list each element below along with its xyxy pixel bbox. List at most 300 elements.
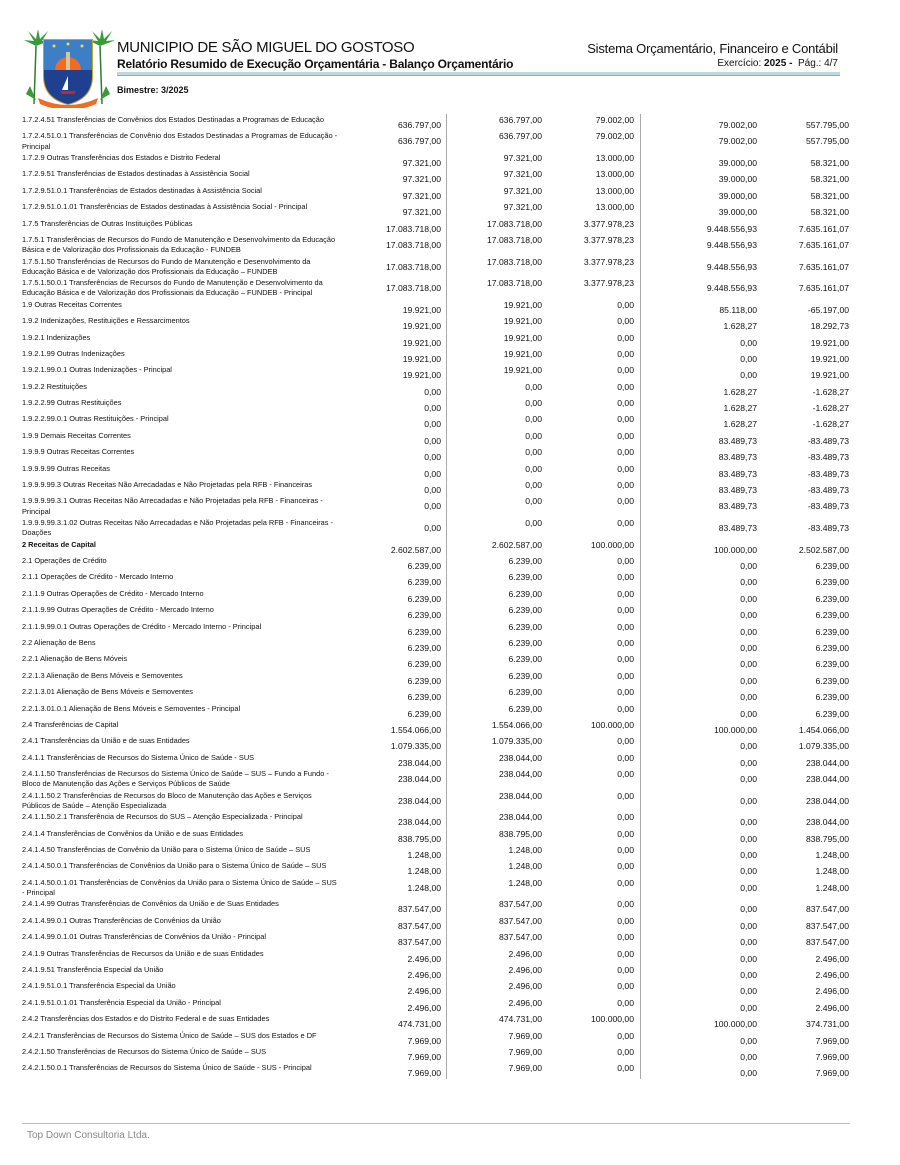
table-row: [0, 479, 900, 495]
cell-realized-to-date: 0,00: [740, 708, 757, 719]
cell-forecast-initial: 6.239,00: [340, 637, 447, 653]
cell-balance: 7.635.161,07: [798, 283, 849, 294]
cell-realized-to-date: 0,00: [740, 659, 757, 670]
cell-realized-bimester: 0,00: [542, 364, 641, 380]
row-description: 2.2.1.3.01 Alienação de Bens Móveis e Semoventes: [22, 687, 193, 697]
cell-forecast-updated: 17.083.718,00: [487, 234, 542, 245]
cell-realized-bimester: 79.002,00: [542, 130, 641, 152]
cell-forecast-initial: 6.239,00: [340, 555, 447, 571]
cell-forecast-updated: 6.239,00: [508, 687, 542, 698]
table-row: [0, 256, 900, 278]
table-row: [0, 332, 900, 348]
table-row: [0, 768, 900, 790]
cell-realized-bimester: 79.002,00: [542, 114, 641, 130]
cell-realized-bimester: 0,00: [542, 686, 641, 702]
table-row: [0, 604, 900, 620]
table-row: [0, 637, 900, 653]
cell-forecast-updated: 0,00: [525, 463, 542, 474]
table-row: [0, 948, 900, 964]
cell-balance: 238.044,00: [805, 795, 849, 806]
table-row: [0, 364, 900, 380]
table-row: [0, 517, 900, 539]
cell-balance: 557.795,00: [805, 120, 849, 130]
cell-balance: 2.502.587,00: [798, 544, 849, 555]
cell-realized-to-date: 100.000,00: [713, 724, 757, 735]
table-row: [0, 653, 900, 669]
cell-realized-bimester: 13.000,00: [542, 152, 641, 168]
cell-forecast-updated: 97.321,00: [503, 202, 542, 213]
cell-balance: 6.239,00: [815, 577, 849, 588]
cell-forecast-initial: 0,00: [340, 495, 447, 517]
cell-forecast-initial: 7.969,00: [340, 1062, 447, 1078]
cell-forecast-initial: 238.044,00: [340, 752, 447, 768]
row-description: 1.9.2.2 Restituições: [22, 381, 87, 391]
cell-balance: 7.635.161,07: [798, 239, 849, 250]
table-row: [0, 218, 900, 234]
cell-realized-to-date: 83.489,73: [718, 501, 757, 512]
cell-forecast-initial: 6.239,00: [340, 621, 447, 637]
cell-realized-to-date: 0,00: [740, 833, 757, 844]
cell-realized-bimester: 3.377.978,23: [542, 277, 641, 299]
row-description: 1.7.2.4.51 Transferências de Convênios dos Estados Destinadas a Programas de Educação: [22, 115, 324, 124]
cell-realized-to-date: 9.448.556,93: [706, 223, 757, 234]
cell-realized-bimester: 13.000,00: [542, 185, 641, 201]
cell-forecast-initial: 17.083.718,00: [340, 234, 447, 256]
cell-forecast-initial: 6.239,00: [340, 653, 447, 669]
row-description: 1.7.5 Transferências de Outras Instituições Públicas: [22, 218, 193, 228]
cell-realized-to-date: 39.000,00: [718, 157, 757, 168]
row-description: 2.4.1.4.99 Outras Transferências de Convênios da União e de Suas Entidades: [22, 899, 279, 909]
cell-balance: 6.239,00: [815, 560, 849, 571]
table-row: [0, 915, 900, 931]
row-description: 2.4.1.4.99.0.1.01 Outras Transferências de Convênios da União - Principal: [22, 932, 267, 942]
cell-realized-bimester: 0,00: [542, 790, 641, 812]
cell-balance: 58.321,00: [810, 157, 849, 168]
cell-forecast-updated: 238.044,00: [498, 812, 542, 823]
cell-realized-bimester: 100.000,00: [542, 719, 641, 735]
cell-forecast-initial: 17.083.718,00: [340, 218, 447, 234]
cell-forecast-initial: 0,00: [340, 479, 447, 495]
cell-forecast-updated: 19.921,00: [503, 316, 542, 327]
cell-balance: -1.628,27: [812, 386, 849, 397]
cell-forecast-initial: 837.547,00: [340, 931, 447, 947]
cell-realized-bimester: 0,00: [542, 517, 641, 539]
row-description: 1.9.9 Demais Receitas Correntes: [22, 430, 131, 440]
cell-balance: 838.795,00: [805, 833, 849, 844]
cell-forecast-initial: 7.969,00: [340, 1046, 447, 1062]
cell-realized-bimester: 0,00: [542, 877, 641, 899]
cell-forecast-updated: 474.731,00: [498, 1014, 542, 1025]
row-description: 1.9.2.1.99.0.1 Outras Indenizações - Principal: [22, 365, 172, 375]
table-row: [0, 898, 900, 914]
cell-realized-to-date: 0,00: [740, 1035, 757, 1046]
cell-realized-to-date: 0,00: [740, 817, 757, 828]
cell-realized-to-date: 100.000,00: [713, 1019, 757, 1030]
row-description: 2.4.1.4.99.0.1 Outras Transferências de Convênios da União: [22, 915, 221, 925]
cell-realized-bimester: 0,00: [542, 397, 641, 413]
cell-forecast-initial: 238.044,00: [340, 811, 447, 827]
cell-balance: 1.248,00: [815, 850, 849, 861]
cell-balance: -1.628,27: [812, 419, 849, 430]
cell-forecast-updated: 6.239,00: [508, 637, 542, 648]
row-description: 1.9.9.9 Outras Receitas Correntes: [22, 447, 135, 457]
cell-forecast-initial: 238.044,00: [340, 790, 447, 812]
cell-realized-bimester: 0,00: [542, 299, 641, 315]
row-description: 1.7.2.9.51.0.1.01 Transferências de Estados destinadas à Assistência Social - Principal: [22, 202, 308, 212]
cell-balance: 374.731,00: [805, 1019, 849, 1030]
exercise-year: 2025 -: [764, 58, 793, 69]
cell-balance: 58.321,00: [810, 174, 849, 185]
cell-realized-bimester: 0,00: [542, 555, 641, 571]
cell-realized-to-date: 0,00: [740, 741, 757, 752]
cell-realized-bimester: 0,00: [542, 479, 641, 495]
cell-realized-bimester: 0,00: [542, 621, 641, 637]
cell-balance: 1.079.335,00: [798, 741, 849, 752]
header-divider: [117, 72, 840, 76]
cell-realized-bimester: 0,00: [542, 446, 641, 462]
row-description: 1.7.2.9.51 Transferências de Estados destinadas à Assistência Social: [22, 169, 250, 179]
table-row: [0, 1030, 900, 1046]
cell-realized-bimester: 0,00: [542, 898, 641, 914]
row-description: 1.9.2.2.99.0.1 Outras Restituições - Principal: [22, 414, 169, 424]
table-row: [0, 495, 900, 517]
cell-forecast-initial: 837.547,00: [340, 915, 447, 931]
cell-realized-bimester: 0,00: [542, 735, 641, 751]
table-row: [0, 931, 900, 947]
row-description: 2.2.1 Alienação de Bens Móveis: [22, 654, 128, 664]
cell-balance: 58.321,00: [810, 207, 849, 218]
system-name: Sistema Orçamentário, Financeiro e Contábil: [587, 41, 838, 56]
cell-forecast-updated: 238.044,00: [498, 769, 542, 780]
cell-forecast-initial: 97.321,00: [340, 168, 447, 184]
row-description: 2.4.1.1.50 Transferências de Recursos do Sistema Único de Saúde – SUS – Fundo a Fundo - Bloco de Manutenção das Ações e Serviços Públicos de Saúde: [22, 769, 329, 789]
cell-realized-bimester: 0,00: [542, 348, 641, 364]
cell-forecast-updated: 6.239,00: [508, 670, 542, 681]
cell-balance: 7.969,00: [815, 1035, 849, 1046]
cell-forecast-initial: 19.921,00: [340, 332, 447, 348]
cell-realized-to-date: 0,00: [740, 904, 757, 915]
cell-forecast-updated: 0,00: [525, 398, 542, 409]
cell-forecast-updated: 1.248,00: [508, 861, 542, 872]
cell-realized-bimester: 0,00: [542, 653, 641, 669]
cell-forecast-initial: 2.496,00: [340, 980, 447, 996]
report-title: Relatório Resumido de Execução Orçamentária - Balanço Orçamentário: [117, 57, 514, 71]
cell-forecast-initial: 636.797,00: [340, 130, 447, 152]
cell-balance: -83.489,73: [807, 485, 849, 496]
row-description: 1.7.2.9 Outras Transferências dos Estados e Distrito Federal: [22, 152, 221, 162]
cell-forecast-initial: 0,00: [340, 446, 447, 462]
cell-forecast-initial: 238.044,00: [340, 768, 447, 790]
cell-forecast-updated: 837.547,00: [498, 899, 542, 910]
cell-realized-to-date: 0,00: [740, 560, 757, 571]
row-description: 1.9.9.9.99 Outras Receitas: [22, 463, 110, 473]
cell-balance: 2.496,00: [815, 1002, 849, 1013]
cell-forecast-updated: 6.239,00: [508, 621, 542, 632]
cell-forecast-updated: 1.079.335,00: [491, 736, 542, 747]
cell-balance: 58.321,00: [810, 190, 849, 201]
cell-realized-bimester: 0,00: [542, 637, 641, 653]
cell-realized-to-date: 39.000,00: [718, 207, 757, 218]
cell-balance: 6.239,00: [815, 626, 849, 637]
table-row: [0, 114, 900, 130]
municipality-name: MUNICIPIO DE SÃO MIGUEL DO GOSTOSO: [117, 39, 415, 56]
cell-realized-bimester: 0,00: [542, 997, 641, 1013]
table-row: [0, 446, 900, 462]
cell-forecast-initial: 1.248,00: [340, 877, 447, 899]
cell-balance: -83.489,73: [807, 468, 849, 479]
row-description: 2.2.1.3 Alienação de Bens Móveis e Semoventes: [22, 670, 183, 680]
cell-forecast-updated: 7.969,00: [508, 1063, 542, 1074]
cell-forecast-initial: 2.496,00: [340, 997, 447, 1013]
cell-realized-to-date: 100.000,00: [713, 544, 757, 555]
table-row: [0, 413, 900, 429]
cell-realized-bimester: 0,00: [542, 463, 641, 479]
table-row: [0, 860, 900, 876]
cell-realized-bimester: 13.000,00: [542, 201, 641, 217]
cell-realized-bimester: 3.377.978,23: [542, 234, 641, 256]
cell-forecast-initial: 7.969,00: [340, 1030, 447, 1046]
cell-realized-to-date: 0,00: [740, 882, 757, 893]
cell-forecast-updated: 19.921,00: [503, 365, 542, 376]
cell-realized-to-date: 0,00: [740, 577, 757, 588]
cell-forecast-initial: 0,00: [340, 413, 447, 429]
table-row: [0, 555, 900, 571]
row-description: 1.7.5.1.50.0.1 Transferências de Recursos do Fundo de Manutenção e Desenvolvimento da Educação Básica e de Valorização dos Profissionais da Educação – FUNDEB - Principal: [22, 278, 323, 298]
cell-realized-to-date: 0,00: [740, 337, 757, 348]
row-description: 1.9.9.9.99.3.1 Outras Receitas Não Arrecadadas e Não Projetadas pela RFB - Financeiras - Principal: [22, 496, 323, 516]
table-row: [0, 790, 900, 812]
cell-forecast-updated: 2.602.587,00: [491, 539, 542, 550]
cell-realized-bimester: 0,00: [542, 915, 641, 931]
table-row: [0, 1013, 900, 1029]
cell-forecast-initial: 6.239,00: [340, 670, 447, 686]
cell-balance: 1.248,00: [815, 866, 849, 877]
cell-realized-to-date: 9.448.556,93: [706, 261, 757, 272]
cell-balance: 2.496,00: [815, 969, 849, 980]
row-description: 2.4.1.9 Outras Transferências de Recursos da União e de suas Entidades: [22, 948, 264, 958]
row-description: 2.4.1.9.51.0.1.01 Transferência Especial da União - Principal: [22, 997, 221, 1007]
cell-balance: 238.044,00: [805, 757, 849, 768]
cell-realized-bimester: 0,00: [542, 381, 641, 397]
cell-forecast-updated: 0,00: [525, 430, 542, 441]
cell-forecast-updated: 0,00: [525, 447, 542, 458]
row-description: 2.4.2.1 Transferências de Recursos do Sistema Único de Saúde – SUS dos Estados e DF: [22, 1030, 317, 1040]
cell-realized-to-date: 0,00: [740, 353, 757, 364]
cell-balance: 6.239,00: [815, 708, 849, 719]
cell-realized-to-date: 83.489,73: [718, 435, 757, 446]
table-row: [0, 397, 900, 413]
cell-forecast-initial: 1.554.066,00: [340, 719, 447, 735]
cell-realized-bimester: 0,00: [542, 828, 641, 844]
cell-forecast-updated: 0,00: [525, 480, 542, 491]
cell-forecast-updated: 0,00: [525, 518, 542, 528]
table-row: [0, 997, 900, 1013]
cell-realized-to-date: 79.002,00: [718, 120, 757, 130]
cell-balance: 6.239,00: [815, 642, 849, 653]
municipality-coat-of-arms-logo: [22, 26, 114, 108]
table-row: [0, 348, 900, 364]
table-row: [0, 828, 900, 844]
cell-realized-bimester: 100.000,00: [542, 539, 641, 555]
cell-balance: 19.921,00: [810, 370, 849, 381]
cell-realized-bimester: 0,00: [542, 980, 641, 996]
table-row: [0, 735, 900, 751]
cell-forecast-initial: 0,00: [340, 517, 447, 539]
cell-realized-bimester: 0,00: [542, 1046, 641, 1062]
cell-balance: 1.248,00: [815, 882, 849, 893]
table-row: [0, 703, 900, 719]
cell-forecast-updated: 636.797,00: [498, 115, 542, 125]
cell-forecast-updated: 97.321,00: [503, 185, 542, 196]
cell-forecast-initial: 1.248,00: [340, 844, 447, 860]
row-description: 2.4.1.9.51.0.1 Transferência Especial da União: [22, 981, 176, 991]
table-row: [0, 588, 900, 604]
cell-realized-bimester: 0,00: [542, 860, 641, 876]
cell-realized-to-date: 83.489,73: [718, 468, 757, 479]
row-description: 2.4 Transferências de Capital: [22, 719, 119, 729]
cell-realized-bimester: 0,00: [542, 931, 641, 947]
table-row: [0, 299, 900, 315]
cell-realized-to-date: 39.000,00: [718, 190, 757, 201]
row-description: 1.9 Outras Receitas Correntes: [22, 299, 122, 309]
cell-realized-bimester: 0,00: [542, 430, 641, 446]
cell-balance: 7.635.161,07: [798, 261, 849, 272]
row-description: 2.4.2 Transferências dos Estados e do Distrito Federal e de suas Entidades: [22, 1014, 270, 1024]
row-description: 2.4.1.1 Transferências de Recursos do Sistema Único de Saúde - SUS: [22, 752, 255, 762]
cell-forecast-updated: 17.083.718,00: [487, 278, 542, 289]
table-row: [0, 719, 900, 735]
cell-balance: 7.969,00: [815, 1051, 849, 1062]
cell-realized-bimester: 0,00: [542, 1062, 641, 1078]
cell-forecast-updated: 1.248,00: [508, 845, 542, 856]
cell-forecast-updated: 6.239,00: [508, 572, 542, 583]
table-row: [0, 877, 900, 899]
row-description: 2.4.1.1.50.2 Transferências de Recursos do Bloco de Manutenção das Ações e Serviços Públicos de Saúde – Atenção Especializada: [22, 790, 312, 810]
cell-realized-bimester: 0,00: [542, 844, 641, 860]
cell-balance: -83.489,73: [807, 435, 849, 446]
table-row: [0, 201, 900, 217]
cell-forecast-updated: 238.044,00: [498, 790, 542, 801]
cell-forecast-initial: 0,00: [340, 381, 447, 397]
row-description: 1.7.2.4.51.0.1 Transferências de Convênio dos Estados Destinadas a Programas de Educação - Principal: [22, 131, 338, 151]
cell-realized-bimester: 100.000,00: [542, 1013, 641, 1029]
cell-forecast-updated: 2.496,00: [508, 997, 542, 1008]
cell-balance: 837.547,00: [805, 904, 849, 915]
row-description: 2.4.1.4 Transferências de Convênios da União e de suas Entidades: [22, 828, 244, 838]
row-description: 2.1.1.9.99 Outras Operações de Crédito - Mercado Interno: [22, 605, 214, 615]
cell-forecast-initial: 19.921,00: [340, 348, 447, 364]
cell-forecast-updated: 1.248,00: [508, 877, 542, 888]
table-row: [0, 430, 900, 446]
table-row: [0, 571, 900, 587]
table-row: [0, 844, 900, 860]
cell-forecast-initial: 6.239,00: [340, 588, 447, 604]
cell-realized-to-date: 0,00: [740, 969, 757, 980]
cell-realized-to-date: 0,00: [740, 593, 757, 604]
table-row: [0, 539, 900, 555]
cell-realized-bimester: 0,00: [542, 703, 641, 719]
cell-forecast-initial: 19.921,00: [340, 299, 447, 315]
row-description: 2 Receitas de Capital: [22, 539, 96, 549]
table-row: [0, 686, 900, 702]
cell-forecast-initial: 97.321,00: [340, 201, 447, 217]
row-description: 2.4.1.4.50 Transferências de Convênio da União para o Sistema Único de Saúde – SUS: [22, 845, 311, 855]
cell-forecast-updated: 17.083.718,00: [487, 218, 542, 229]
row-description: 2.2 Alienação de Bens: [22, 637, 96, 647]
cell-forecast-updated: 7.969,00: [508, 1030, 542, 1041]
cell-realized-bimester: 0,00: [542, 752, 641, 768]
cell-realized-to-date: 79.002,00: [718, 136, 757, 147]
row-description: 1.7.2.9.51.0.1 Transferências de Estados destinadas à Assistência Social: [22, 185, 262, 195]
cell-balance: 19.921,00: [810, 337, 849, 348]
cell-forecast-updated: 2.496,00: [508, 981, 542, 992]
cell-realized-to-date: 0,00: [740, 850, 757, 861]
cell-balance: 238.044,00: [805, 774, 849, 785]
cell-balance: 19.921,00: [810, 353, 849, 364]
cell-balance: 6.239,00: [815, 692, 849, 703]
cell-balance: 2.496,00: [815, 986, 849, 997]
table-row: [0, 277, 900, 299]
cell-balance: -83.489,73: [807, 452, 849, 463]
cell-realized-to-date: 0,00: [740, 866, 757, 877]
cell-realized-to-date: 0,00: [740, 1002, 757, 1013]
cell-forecast-initial: 6.239,00: [340, 686, 447, 702]
cell-realized-bimester: 0,00: [542, 332, 641, 348]
cell-forecast-initial: 0,00: [340, 397, 447, 413]
cell-realized-to-date: 9.448.556,93: [706, 239, 757, 250]
cell-balance: 6.239,00: [815, 610, 849, 621]
cell-balance: 837.547,00: [805, 920, 849, 931]
table-row: [0, 670, 900, 686]
cell-forecast-initial: 0,00: [340, 463, 447, 479]
row-description: 2.4.2.1.50.0.1 Transferências de Recursos do Sistema Único de Saúde - SUS - Principal: [22, 1063, 312, 1073]
cell-realized-to-date: 0,00: [740, 370, 757, 381]
cell-realized-to-date: 1.628,27: [723, 403, 757, 414]
row-description: 2.2.1.3.01.0.1 Alienação de Bens Móveis e Semoventes - Principal: [22, 703, 241, 713]
row-description: 1.9.2.1.99 Outras Indenizações: [22, 348, 125, 358]
cell-realized-to-date: 9.448.556,93: [706, 283, 757, 294]
cell-forecast-initial: 97.321,00: [340, 152, 447, 168]
table-row: [0, 463, 900, 479]
cell-forecast-initial: 474.731,00: [340, 1013, 447, 1029]
table-row: [0, 964, 900, 980]
cell-forecast-updated: 97.321,00: [503, 152, 542, 163]
table-row: [0, 234, 900, 256]
table-row: [0, 168, 900, 184]
cell-realized-to-date: 0,00: [740, 953, 757, 964]
cell-realized-to-date: 0,00: [740, 610, 757, 621]
cell-realized-to-date: 83.489,73: [718, 452, 757, 463]
cell-forecast-updated: 6.239,00: [508, 654, 542, 665]
cell-forecast-initial: 2.496,00: [340, 964, 447, 980]
cell-forecast-initial: 6.239,00: [340, 571, 447, 587]
cell-forecast-initial: 19.921,00: [340, 315, 447, 331]
cell-realized-bimester: 13.000,00: [542, 168, 641, 184]
cell-realized-bimester: 0,00: [542, 948, 641, 964]
cell-realized-bimester: 0,00: [542, 964, 641, 980]
cell-realized-to-date: 0,00: [740, 920, 757, 931]
cell-realized-to-date: 0,00: [740, 774, 757, 785]
cell-realized-bimester: 0,00: [542, 670, 641, 686]
cell-forecast-initial: 0,00: [340, 430, 447, 446]
table-row: [0, 980, 900, 996]
cell-realized-bimester: 0,00: [542, 1030, 641, 1046]
cell-forecast-updated: 0,00: [525, 496, 542, 507]
row-description: 2.4.1 Transferências da União e de suas Entidades: [22, 736, 190, 746]
cell-realized-to-date: 0,00: [740, 692, 757, 703]
cell-forecast-updated: 19.921,00: [503, 299, 542, 310]
cell-realized-bimester: 0,00: [542, 588, 641, 604]
